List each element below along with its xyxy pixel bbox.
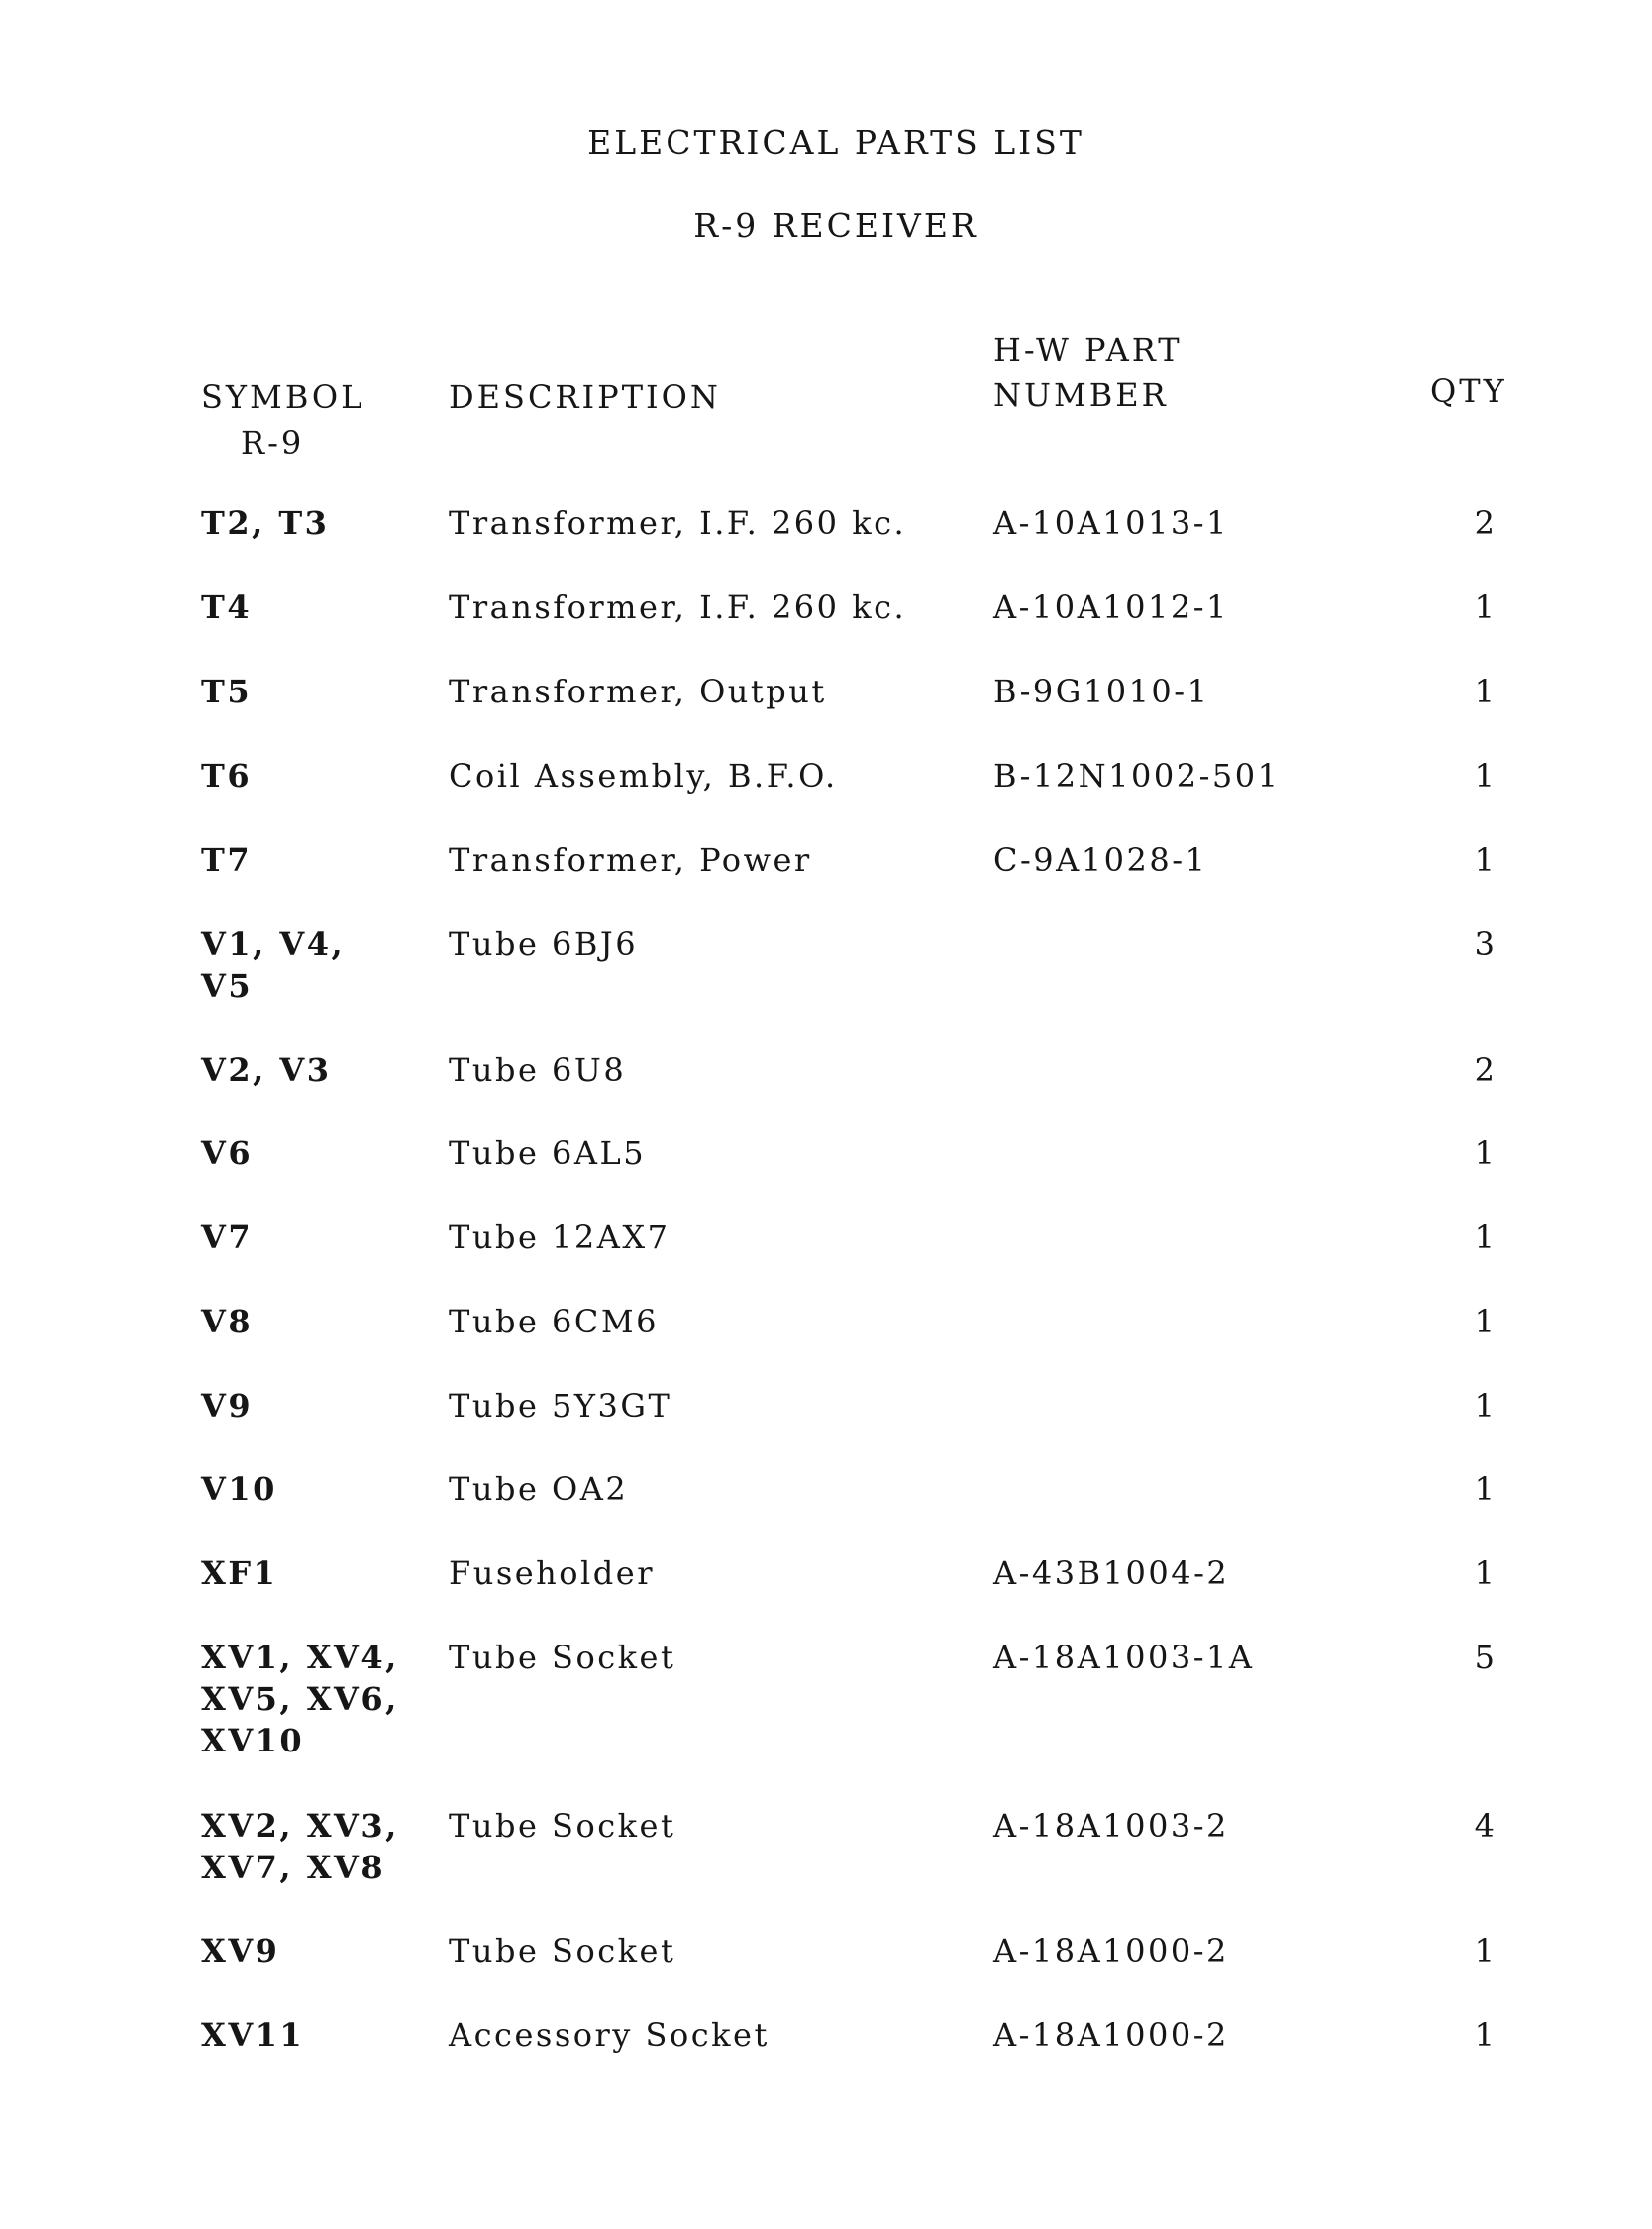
part-number-cell: A-43B1004-2 [993,1554,1230,1592]
qty-cell: 1 [1474,1387,1497,1425]
qty-cell: 3 [1474,925,1497,963]
part-number-cell: A-18A1000-2 [993,1932,1229,1969]
header-symbol-label: SYMBOL [201,378,365,416]
qty-cell: 1 [1474,1303,1497,1340]
description-cell: Tube 6U8 [449,1051,627,1089]
part-number-cell: C-9A1028-1 [993,841,1208,879]
symbol-line: XF1 [201,1554,278,1592]
qty-cell: 1 [1474,588,1497,626]
header-part-line2: NUMBER [993,376,1169,414]
description-cell: Tube Socket [449,1932,676,1969]
qty-cell: 2 [1474,504,1497,542]
symbol-cell [201,1468,277,1510]
symbol-line: T4 [201,588,253,626]
description-cell: Tube 5Y3GT [449,1387,672,1425]
symbol-cell [201,1930,279,1971]
part-number-cell: B-12N1002-501 [993,757,1281,795]
symbol-cell [201,1301,253,1342]
part-number-cell: A-18A1000-2 [993,2016,1229,2054]
symbol-line: V1, V4, [201,925,346,963]
symbol-line: T7 [201,841,253,879]
qty-cell: 1 [1474,757,1497,795]
description-cell: Tube 12AX7 [449,1219,671,1256]
symbol-line: T2, T3 [201,504,330,542]
description-cell: Transformer, Power [449,841,812,879]
qty-cell: 1 [1474,673,1497,710]
symbol-cell [201,671,252,712]
symbol-cell [201,755,252,796]
symbol-line: V5 [201,967,254,1005]
symbol-line: V7 [201,1219,254,1256]
qty-cell: 1 [1474,2016,1497,2054]
symbol-line: XV7, XV8 [201,1849,386,1886]
part-number-cell: A-10A1012-1 [993,588,1229,626]
description-cell: Tube Socket [449,1639,676,1676]
part-number-cell: B-9G1010-1 [993,673,1210,710]
header-part-line1: H-W PART [993,331,1183,369]
description-cell: Transformer, I.F. 260 kc. [449,504,907,542]
symbol-line: V6 [201,1134,254,1172]
part-number-cell: A-18A1003-2 [993,1807,1229,1845]
symbol-cell [201,502,329,544]
qty-cell: 5 [1474,1639,1497,1676]
description-cell: Accessory Socket [449,2016,770,2054]
symbol-cell [201,1132,253,1174]
symbol-line: V9 [201,1387,254,1425]
symbol-line: V10 [201,1470,277,1508]
symbol-line: T5 [201,673,253,710]
description-cell: Tube 6AL5 [449,1134,647,1172]
description-cell: Coil Assembly, B.F.O. [449,757,838,795]
description-cell: Transformer, Output [449,673,827,710]
symbol-cell [201,1637,399,1761]
symbol-line: XV10 [201,1722,305,1759]
symbol-line: XV9 [201,1932,280,1969]
header-description: DESCRIPTION [449,378,721,416]
symbol-line: XV11 [201,2016,305,2054]
part-number-cell: A-10A1013-1 [993,504,1229,542]
qty-cell: 1 [1474,841,1497,879]
symbol-line: V2, V3 [201,1051,332,1089]
description-cell: Transformer, I.F. 260 kc. [449,588,907,626]
symbol-line: XV1, XV4, [201,1639,399,1676]
symbol-line: XV2, XV3, [201,1807,399,1845]
header-symbol-sub: R-9 [241,424,305,462]
header-qty: QTY [1430,372,1507,410]
symbol-line: T6 [201,757,253,795]
qty-cell: 1 [1474,1470,1497,1508]
symbol-cell [201,1217,253,1258]
description-cell: Tube OA2 [449,1470,629,1508]
symbol-cell [201,1385,253,1427]
description-cell: Fuseholder [449,1554,655,1592]
qty-cell: 1 [1474,1134,1497,1172]
symbol-cell [201,839,252,881]
part-number-cell: A-18A1003-1A [993,1639,1255,1676]
header-symbol [201,374,364,466]
description-cell: Tube 6CM6 [449,1303,660,1340]
page-title: ELECTRICAL PARTS LIST [587,123,1084,161]
symbol-cell [201,586,252,628]
description-cell: Tube Socket [449,1807,676,1845]
qty-cell: 1 [1474,1932,1497,1969]
symbol-cell [201,2014,304,2056]
symbol-line: V8 [201,1303,254,1340]
symbol-cell [201,1552,277,1594]
header-part-number [993,327,1183,418]
symbol-cell [201,1049,331,1091]
qty-cell: 4 [1474,1807,1497,1845]
description-cell: Tube 6BJ6 [449,925,639,963]
qty-cell: 2 [1474,1051,1497,1089]
symbol-line: XV5, XV6, [201,1680,399,1718]
symbol-cell [201,1805,399,1888]
symbol-cell [201,923,345,1007]
qty-cell: 1 [1474,1554,1497,1592]
page-subtitle: R-9 RECEIVER [693,206,979,245]
qty-cell: 1 [1474,1219,1497,1256]
